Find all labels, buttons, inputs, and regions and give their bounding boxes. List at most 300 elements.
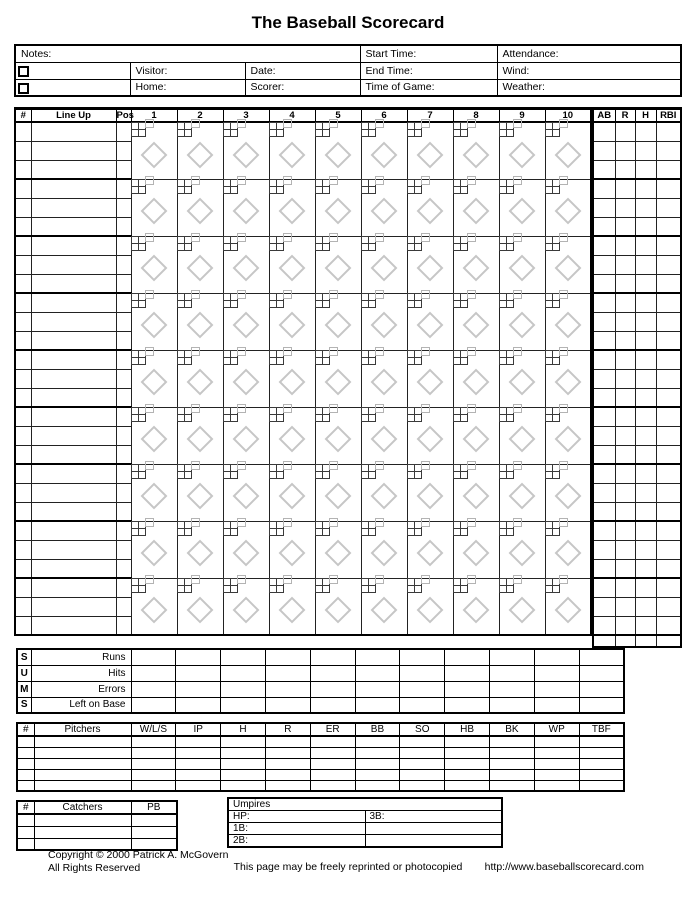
umpire-3b-field[interactable] [365,811,502,823]
rbi-cell[interactable] [656,521,681,540]
inning-9-atbat-cell[interactable] [499,293,545,350]
lineup-name-cell[interactable] [31,616,116,635]
pitcher-stat-cell[interactable] [490,780,535,791]
r-cell[interactable] [615,217,635,236]
inning-10-atbat-cell[interactable] [545,179,591,236]
h-cell[interactable] [635,407,656,426]
inning-4-atbat-cell[interactable] [269,122,315,179]
r-cell[interactable] [615,350,635,369]
r-cell[interactable] [615,483,635,502]
lineup-name-cell[interactable] [31,141,116,160]
r-cell[interactable] [615,179,635,198]
inning-2-atbat-cell[interactable] [177,350,223,407]
sums-value-cell[interactable] [445,665,490,681]
ab-cell[interactable] [593,540,615,559]
lineup-name-cell[interactable] [31,559,116,578]
inning-6-atbat-cell[interactable] [361,464,407,521]
pitcher-stat-cell[interactable] [34,747,131,758]
sums-value-cell[interactable] [400,697,445,713]
sums-value-cell[interactable] [579,697,624,713]
player-number-cell[interactable] [15,236,31,255]
ab-cell[interactable] [593,141,615,160]
lineup-name-cell[interactable] [31,597,116,616]
pitcher-stat-cell[interactable] [131,747,176,758]
pitcher-stat-cell[interactable] [579,758,624,769]
h-cell[interactable] [635,369,656,388]
r-cell[interactable] [615,331,635,350]
sums-value-cell[interactable] [445,697,490,713]
attendance-field[interactable] [497,45,681,62]
sums-value-cell[interactable] [534,681,579,697]
inning-1-atbat-cell[interactable] [131,350,177,407]
r-cell[interactable] [615,445,635,464]
pitcher-stat-cell[interactable] [355,769,400,780]
player-number-cell[interactable] [15,293,31,312]
r-cell[interactable] [615,616,635,635]
position-cell[interactable] [116,369,131,388]
lineup-name-cell[interactable] [31,236,116,255]
sums-value-cell[interactable] [265,697,310,713]
home-field[interactable] [130,79,245,96]
rbi-cell[interactable] [656,217,681,236]
inning-9-atbat-cell[interactable] [499,464,545,521]
player-number-cell[interactable] [15,502,31,521]
lineup-name-cell[interactable] [31,369,116,388]
scorer-field[interactable] [245,79,360,96]
r-cell[interactable] [615,312,635,331]
catcher-stat-cell[interactable] [34,814,131,826]
player-number-cell[interactable] [15,559,31,578]
player-number-cell[interactable] [15,350,31,369]
inning-2-atbat-cell[interactable] [177,236,223,293]
home-checkbox[interactable] [18,83,29,94]
h-cell[interactable] [635,616,656,635]
position-cell[interactable] [116,160,131,179]
pitcher-stat-cell[interactable] [400,747,445,758]
h-cell[interactable] [635,255,656,274]
inning-4-atbat-cell[interactable] [269,350,315,407]
h-cell[interactable] [635,331,656,350]
pitcher-stat-cell[interactable] [176,747,221,758]
inning-9-atbat-cell[interactable] [499,578,545,635]
pitcher-stat-cell[interactable] [355,736,400,747]
lineup-name-cell[interactable] [31,540,116,559]
inning-3-atbat-cell[interactable] [223,122,269,179]
sums-value-cell[interactable] [534,649,579,665]
pitcher-stat-cell[interactable] [310,758,355,769]
ab-cell[interactable] [593,616,615,635]
position-cell[interactable] [116,540,131,559]
rbi-cell[interactable] [656,597,681,616]
pitcher-stat-cell[interactable] [17,747,34,758]
inning-5-atbat-cell[interactable] [315,578,361,635]
rbi-cell[interactable] [656,388,681,407]
h-cell[interactable] [635,141,656,160]
rbi-cell[interactable] [656,160,681,179]
ab-cell[interactable] [593,369,615,388]
pitcher-stat-cell[interactable] [579,736,624,747]
position-cell[interactable] [116,274,131,293]
r-cell[interactable] [615,578,635,597]
inning-1-atbat-cell[interactable] [131,179,177,236]
player-number-cell[interactable] [15,616,31,635]
pitcher-stat-cell[interactable] [34,769,131,780]
inning-7-atbat-cell[interactable] [407,578,453,635]
sums-value-cell[interactable] [310,665,355,681]
position-cell[interactable] [116,445,131,464]
inning-1-atbat-cell[interactable] [131,521,177,578]
pitcher-stat-cell[interactable] [221,769,266,780]
position-cell[interactable] [116,122,131,141]
inning-2-atbat-cell[interactable] [177,521,223,578]
inning-8-atbat-cell[interactable] [453,578,499,635]
lineup-name-cell[interactable] [31,312,116,331]
pitcher-stat-cell[interactable] [355,780,400,791]
h-cell[interactable] [635,540,656,559]
inning-6-atbat-cell[interactable] [361,578,407,635]
rbi-cell[interactable] [656,540,681,559]
pitcher-stat-cell[interactable] [310,780,355,791]
pitcher-stat-cell[interactable] [310,747,355,758]
sums-value-cell[interactable] [534,665,579,681]
pitcher-stat-cell[interactable] [579,747,624,758]
player-number-cell[interactable] [15,407,31,426]
h-cell[interactable] [635,312,656,331]
inning-1-atbat-cell[interactable] [131,236,177,293]
sums-value-cell[interactable] [221,681,266,697]
inning-2-atbat-cell[interactable] [177,179,223,236]
pitcher-stat-cell[interactable] [265,769,310,780]
ab-cell[interactable] [593,217,615,236]
pitcher-stat-cell[interactable] [400,780,445,791]
h-cell[interactable] [635,521,656,540]
position-cell[interactable] [116,597,131,616]
sums-value-cell[interactable] [221,649,266,665]
inning-5-atbat-cell[interactable] [315,236,361,293]
pitcher-stat-cell[interactable] [534,758,579,769]
ab-cell[interactable] [593,578,615,597]
h-cell[interactable] [635,597,656,616]
pitcher-stat-cell[interactable] [221,736,266,747]
pitcher-stat-cell[interactable] [34,758,131,769]
inning-2-atbat-cell[interactable] [177,578,223,635]
pitcher-stat-cell[interactable] [17,736,34,747]
inning-5-atbat-cell[interactable] [315,122,361,179]
ab-cell[interactable] [593,502,615,521]
sums-value-cell[interactable] [221,665,266,681]
rbi-cell[interactable] [656,293,681,312]
inning-9-atbat-cell[interactable] [499,521,545,578]
position-cell[interactable] [116,350,131,369]
lineup-name-cell[interactable] [31,255,116,274]
sums-value-cell[interactable] [265,681,310,697]
rbi-cell[interactable] [656,426,681,445]
inning-8-atbat-cell[interactable] [453,293,499,350]
h-cell[interactable] [635,350,656,369]
inning-8-atbat-cell[interactable] [453,122,499,179]
pitcher-stat-cell[interactable] [221,747,266,758]
inning-3-atbat-cell[interactable] [223,578,269,635]
sums-value-cell[interactable] [400,665,445,681]
h-cell[interactable] [635,388,656,407]
player-number-cell[interactable] [15,521,31,540]
sums-value-cell[interactable] [490,681,535,697]
h-cell[interactable] [635,464,656,483]
pitcher-stat-cell[interactable] [17,769,34,780]
rbi-cell[interactable] [656,331,681,350]
lineup-name-cell[interactable] [31,483,116,502]
inning-8-atbat-cell[interactable] [453,464,499,521]
inning-3-atbat-cell[interactable] [223,521,269,578]
player-number-cell[interactable] [15,540,31,559]
rbi-total-cell[interactable] [656,635,681,647]
position-cell[interactable] [116,312,131,331]
inning-7-atbat-cell[interactable] [407,179,453,236]
visitor-checkbox[interactable] [18,66,29,77]
rbi-cell[interactable] [656,502,681,521]
inning-9-atbat-cell[interactable] [499,236,545,293]
sums-value-cell[interactable] [176,665,221,681]
position-cell[interactable] [116,331,131,350]
start-time-field[interactable] [360,45,497,62]
pitcher-stat-cell[interactable] [310,736,355,747]
pitcher-stat-cell[interactable] [445,769,490,780]
inning-3-atbat-cell[interactable] [223,350,269,407]
inning-8-atbat-cell[interactable] [453,350,499,407]
r-cell[interactable] [615,122,635,141]
umpire-hp-field[interactable] [228,811,365,823]
pitcher-stat-cell[interactable] [490,747,535,758]
ab-cell[interactable] [593,236,615,255]
ab-cell[interactable] [593,464,615,483]
catcher-stat-cell[interactable] [17,814,34,826]
catcher-stat-cell[interactable] [131,826,177,838]
player-number-cell[interactable] [15,578,31,597]
player-number-cell[interactable] [15,312,31,331]
r-cell[interactable] [615,388,635,407]
pitcher-stat-cell[interactable] [355,747,400,758]
pitcher-stat-cell[interactable] [490,769,535,780]
position-cell[interactable] [116,236,131,255]
ab-cell[interactable] [593,274,615,293]
sums-value-cell[interactable] [355,649,400,665]
inning-10-atbat-cell[interactable] [545,350,591,407]
pitcher-stat-cell[interactable] [176,780,221,791]
inning-10-atbat-cell[interactable] [545,293,591,350]
inning-4-atbat-cell[interactable] [269,179,315,236]
date-field[interactable] [245,62,360,79]
inning-8-atbat-cell[interactable] [453,236,499,293]
inning-8-atbat-cell[interactable] [453,521,499,578]
sums-value-cell[interactable] [579,665,624,681]
inning-6-atbat-cell[interactable] [361,179,407,236]
inning-9-atbat-cell[interactable] [499,122,545,179]
pitcher-stat-cell[interactable] [34,736,131,747]
position-cell[interactable] [116,578,131,597]
ab-cell[interactable] [593,255,615,274]
pitcher-stat-cell[interactable] [176,736,221,747]
inning-4-atbat-cell[interactable] [269,236,315,293]
pitcher-stat-cell[interactable] [265,747,310,758]
sums-value-cell[interactable] [355,665,400,681]
rbi-cell[interactable] [656,179,681,198]
position-cell[interactable] [116,483,131,502]
pitcher-stat-cell[interactable] [445,780,490,791]
ab-cell[interactable] [593,407,615,426]
position-cell[interactable] [116,388,131,407]
position-cell[interactable] [116,217,131,236]
weather-field[interactable] [497,79,681,96]
inning-2-atbat-cell[interactable] [177,293,223,350]
sums-value-cell[interactable] [310,649,355,665]
h-cell[interactable] [635,160,656,179]
h-cell[interactable] [635,578,656,597]
pitcher-stat-cell[interactable] [34,780,131,791]
position-cell[interactable] [116,141,131,160]
pitcher-stat-cell[interactable] [579,780,624,791]
inning-4-atbat-cell[interactable] [269,293,315,350]
inning-6-atbat-cell[interactable] [361,236,407,293]
player-number-cell[interactable] [15,198,31,217]
sums-value-cell[interactable] [445,681,490,697]
home-checkbox-cell[interactable] [15,79,130,96]
h-cell[interactable] [635,483,656,502]
inning-2-atbat-cell[interactable] [177,464,223,521]
inning-1-atbat-cell[interactable] [131,407,177,464]
r-cell[interactable] [615,236,635,255]
lineup-name-cell[interactable] [31,122,116,141]
r-cell[interactable] [615,369,635,388]
pitcher-stat-cell[interactable] [265,780,310,791]
rbi-cell[interactable] [656,122,681,141]
sums-value-cell[interactable] [131,697,176,713]
catcher-stat-cell[interactable] [17,838,34,850]
pitcher-stat-cell[interactable] [445,747,490,758]
inning-5-atbat-cell[interactable] [315,464,361,521]
r-cell[interactable] [615,521,635,540]
pitcher-stat-cell[interactable] [400,769,445,780]
inning-3-atbat-cell[interactable] [223,464,269,521]
sums-value-cell[interactable] [400,649,445,665]
r-cell[interactable] [615,540,635,559]
pitcher-stat-cell[interactable] [534,780,579,791]
pitcher-stat-cell[interactable] [221,758,266,769]
pitcher-stat-cell[interactable] [579,769,624,780]
sums-value-cell[interactable] [131,649,176,665]
lineup-name-cell[interactable] [31,217,116,236]
sums-value-cell[interactable] [490,697,535,713]
position-cell[interactable] [116,464,131,483]
umpire-2b-field[interactable] [228,835,365,848]
sums-value-cell[interactable] [534,697,579,713]
player-number-cell[interactable] [15,331,31,350]
ab-cell[interactable] [593,559,615,578]
player-number-cell[interactable] [15,369,31,388]
player-number-cell[interactable] [15,179,31,198]
pitcher-stat-cell[interactable] [176,758,221,769]
player-number-cell[interactable] [15,426,31,445]
sums-value-cell[interactable] [131,665,176,681]
position-cell[interactable] [116,502,131,521]
inning-9-atbat-cell[interactable] [499,179,545,236]
pitcher-stat-cell[interactable] [534,747,579,758]
sums-value-cell[interactable] [355,681,400,697]
inning-10-atbat-cell[interactable] [545,464,591,521]
inning-5-atbat-cell[interactable] [315,521,361,578]
inning-6-atbat-cell[interactable] [361,293,407,350]
inning-9-atbat-cell[interactable] [499,407,545,464]
ab-cell[interactable] [593,388,615,407]
r-cell[interactable] [615,141,635,160]
sums-value-cell[interactable] [176,649,221,665]
ab-cell[interactable] [593,198,615,217]
pitcher-stat-cell[interactable] [400,758,445,769]
r-cell[interactable] [615,597,635,616]
rbi-cell[interactable] [656,616,681,635]
inning-7-atbat-cell[interactable] [407,122,453,179]
r-cell[interactable] [615,407,635,426]
rbi-cell[interactable] [656,141,681,160]
position-cell[interactable] [116,179,131,198]
notes-field[interactable] [15,45,360,62]
ab-cell[interactable] [593,160,615,179]
inning-8-atbat-cell[interactable] [453,179,499,236]
rbi-cell[interactable] [656,483,681,502]
r-cell[interactable] [615,160,635,179]
inning-5-atbat-cell[interactable] [315,179,361,236]
pitcher-stat-cell[interactable] [131,780,176,791]
inning-9-atbat-cell[interactable] [499,350,545,407]
inning-4-atbat-cell[interactable] [269,464,315,521]
r-cell[interactable] [615,464,635,483]
sums-value-cell[interactable] [490,665,535,681]
inning-3-atbat-cell[interactable] [223,236,269,293]
inning-3-atbat-cell[interactable] [223,293,269,350]
h-cell[interactable] [635,236,656,255]
pitcher-stat-cell[interactable] [176,769,221,780]
pitcher-stat-cell[interactable] [490,758,535,769]
ab-cell[interactable] [593,597,615,616]
inning-5-atbat-cell[interactable] [315,407,361,464]
rbi-cell[interactable] [656,198,681,217]
ab-cell[interactable] [593,483,615,502]
h-cell[interactable] [635,559,656,578]
lineup-name-cell[interactable] [31,198,116,217]
inning-8-atbat-cell[interactable] [453,407,499,464]
pitcher-stat-cell[interactable] [265,736,310,747]
lineup-name-cell[interactable] [31,331,116,350]
sums-value-cell[interactable] [176,697,221,713]
inning-5-atbat-cell[interactable] [315,293,361,350]
umpire-extra-field[interactable] [365,823,502,835]
lineup-name-cell[interactable] [31,407,116,426]
visitor-checkbox-cell[interactable] [15,62,130,79]
pitcher-stat-cell[interactable] [445,758,490,769]
h-cell[interactable] [635,426,656,445]
h-cell[interactable] [635,179,656,198]
inning-2-atbat-cell[interactable] [177,122,223,179]
inning-5-atbat-cell[interactable] [315,350,361,407]
r-cell[interactable] [615,255,635,274]
rbi-cell[interactable] [656,274,681,293]
pitcher-stat-cell[interactable] [355,758,400,769]
time-of-game-field[interactable] [360,79,497,96]
ab-cell[interactable] [593,331,615,350]
h-cell[interactable] [635,217,656,236]
position-cell[interactable] [116,255,131,274]
inning-6-atbat-cell[interactable] [361,407,407,464]
sums-value-cell[interactable] [221,697,266,713]
